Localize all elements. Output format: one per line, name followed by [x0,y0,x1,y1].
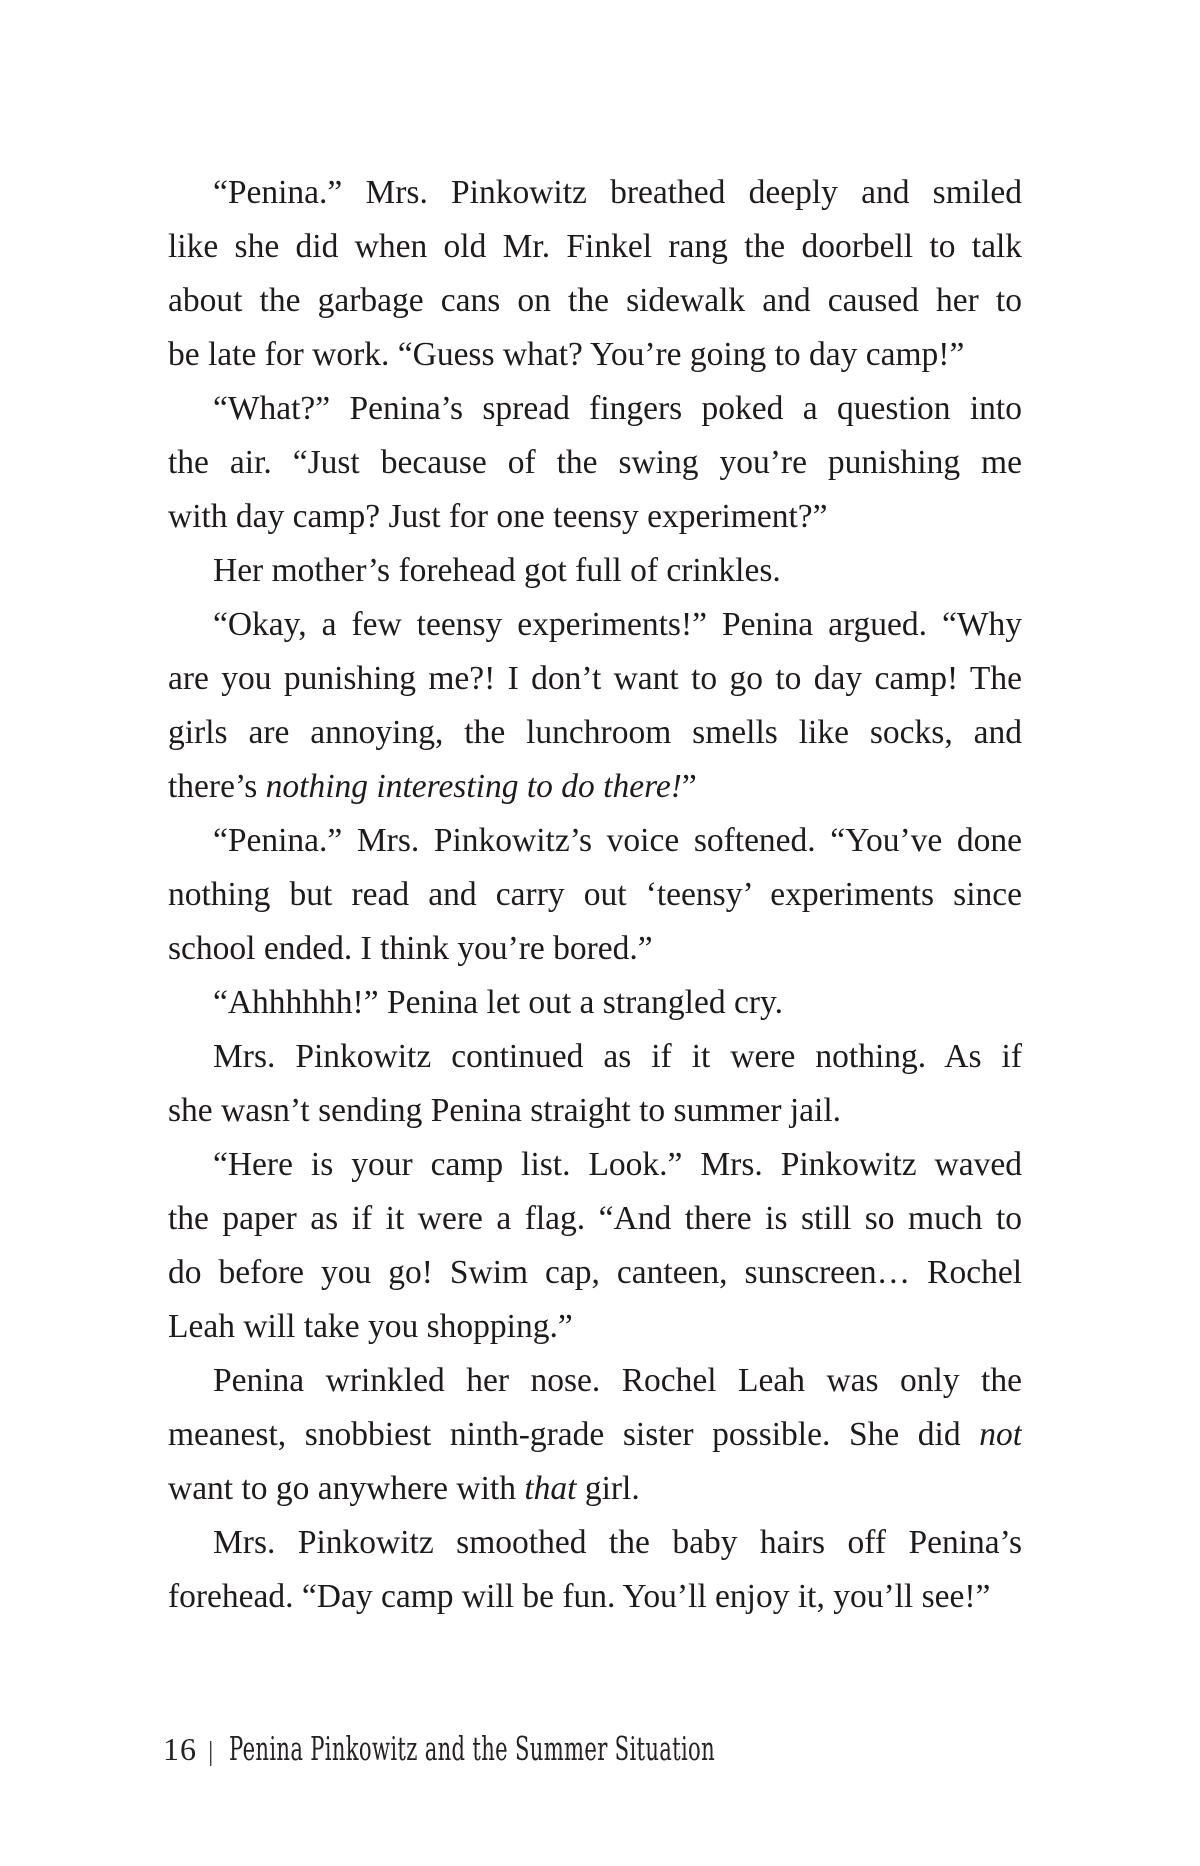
text-line [168,1354,1022,1408]
body-text: Mrs. Pinkowitz smoothed the baby hairs off Penina’s [213,1524,1022,1561]
text-line [168,436,1022,490]
body-text: “Ahhhhhh!” Penina let out a strangled cry. [213,984,783,1021]
body-text: Leah will take you shopping.” [168,1308,573,1345]
body-text: “What?” Penina’s spread fingers poked a question into [213,390,1022,427]
italic-text: not [979,1416,1022,1453]
body-text: Penina wrinkled her nose. Rochel Leah was only the [213,1362,1022,1399]
text-line [168,274,1022,328]
text-line [168,976,1022,1030]
body-text: “Penina.” Mrs. Pinkowitz breathed deeply and smiled [213,174,1022,211]
book-title: Penina Pinkowitz and the Summer Situation [229,1729,716,1768]
body-text: “Here is your camp list. Look.” Mrs. Pinkowitz waved [213,1146,1022,1183]
text-line [168,382,1022,436]
body-text: the air. “Just because of the swing you’re punishing me [168,444,1022,481]
body-text: Mrs. Pinkowitz continued as if it were nothing. As if [213,1038,1022,1075]
text-line [168,1084,1022,1138]
body-text: be late for work. “Guess what? You’re going to day camp!” [168,336,965,373]
text-line [168,1030,1022,1084]
text-line [168,220,1022,274]
body-text: she wasn’t sending Penina straight to summer jail. [168,1092,842,1129]
body-text: the paper as if it were a flag. “And there is still so much to [168,1200,1022,1237]
text-line [168,1408,1022,1462]
text-line [168,868,1022,922]
footer-separator: | [208,1736,214,1766]
page-number: 16 [163,1731,197,1767]
body-text: “Okay, a few teensy experiments!” Penina argued. “Why [213,606,1022,643]
text-line [168,922,1022,976]
text-line [168,166,1022,220]
body-text: Her mother’s forehead got full of crinkles. [213,552,781,589]
text-line [168,1516,1022,1570]
body-text: “Penina.” Mrs. Pinkowitz’s voice softened. “You’ve done [213,822,1022,859]
body-text: girl. [576,1470,640,1507]
text-line [168,544,1022,598]
text-line [168,598,1022,652]
body-text: want to go anywhere with [168,1470,525,1507]
body-text: about the garbage cans on the sidewalk and caused her to [168,282,1022,319]
body-text: forehead. “Day camp will be fun. You’ll enjoy it, you’ll see!” [168,1578,991,1615]
body-text: girls are annoying, the lunchroom smells like socks, and [168,714,1022,751]
body-text: like she did when old Mr. Finkel rang the doorbell to talk [168,228,1022,265]
text-line [168,814,1022,868]
text-line [168,706,1022,760]
text-line [168,1192,1022,1246]
text-line [168,328,1022,382]
text-line [168,1246,1022,1300]
body-text: there’s [168,768,266,805]
text-line [168,1300,1022,1354]
text-line [168,1462,1022,1516]
body-text: are you punishing me?! I don’t want to go to day camp! The [168,660,1022,697]
text-line [168,1570,1022,1624]
text-line [168,1138,1022,1192]
text-line [168,760,1022,814]
page-text [168,166,1022,1624]
body-text: school ended. I think you’re bored.” [168,930,653,967]
italic-text: that [524,1470,577,1507]
page-footer [163,1729,989,1775]
text-line [168,652,1022,706]
body-text: ” [681,768,697,805]
body-text: nothing but read and carry out ‘teensy’ experiments since [168,876,1022,913]
body-text: meanest, snobbiest ninth-grade sister possible. She did [168,1416,980,1453]
text-line [168,490,1022,544]
italic-text: nothing interesting to do there! [265,768,682,805]
body-text: do before you go! Swim cap, canteen, sunscreen… Rochel [168,1254,1022,1291]
body-text: with day camp? Just for one teensy experiment?” [168,498,828,535]
